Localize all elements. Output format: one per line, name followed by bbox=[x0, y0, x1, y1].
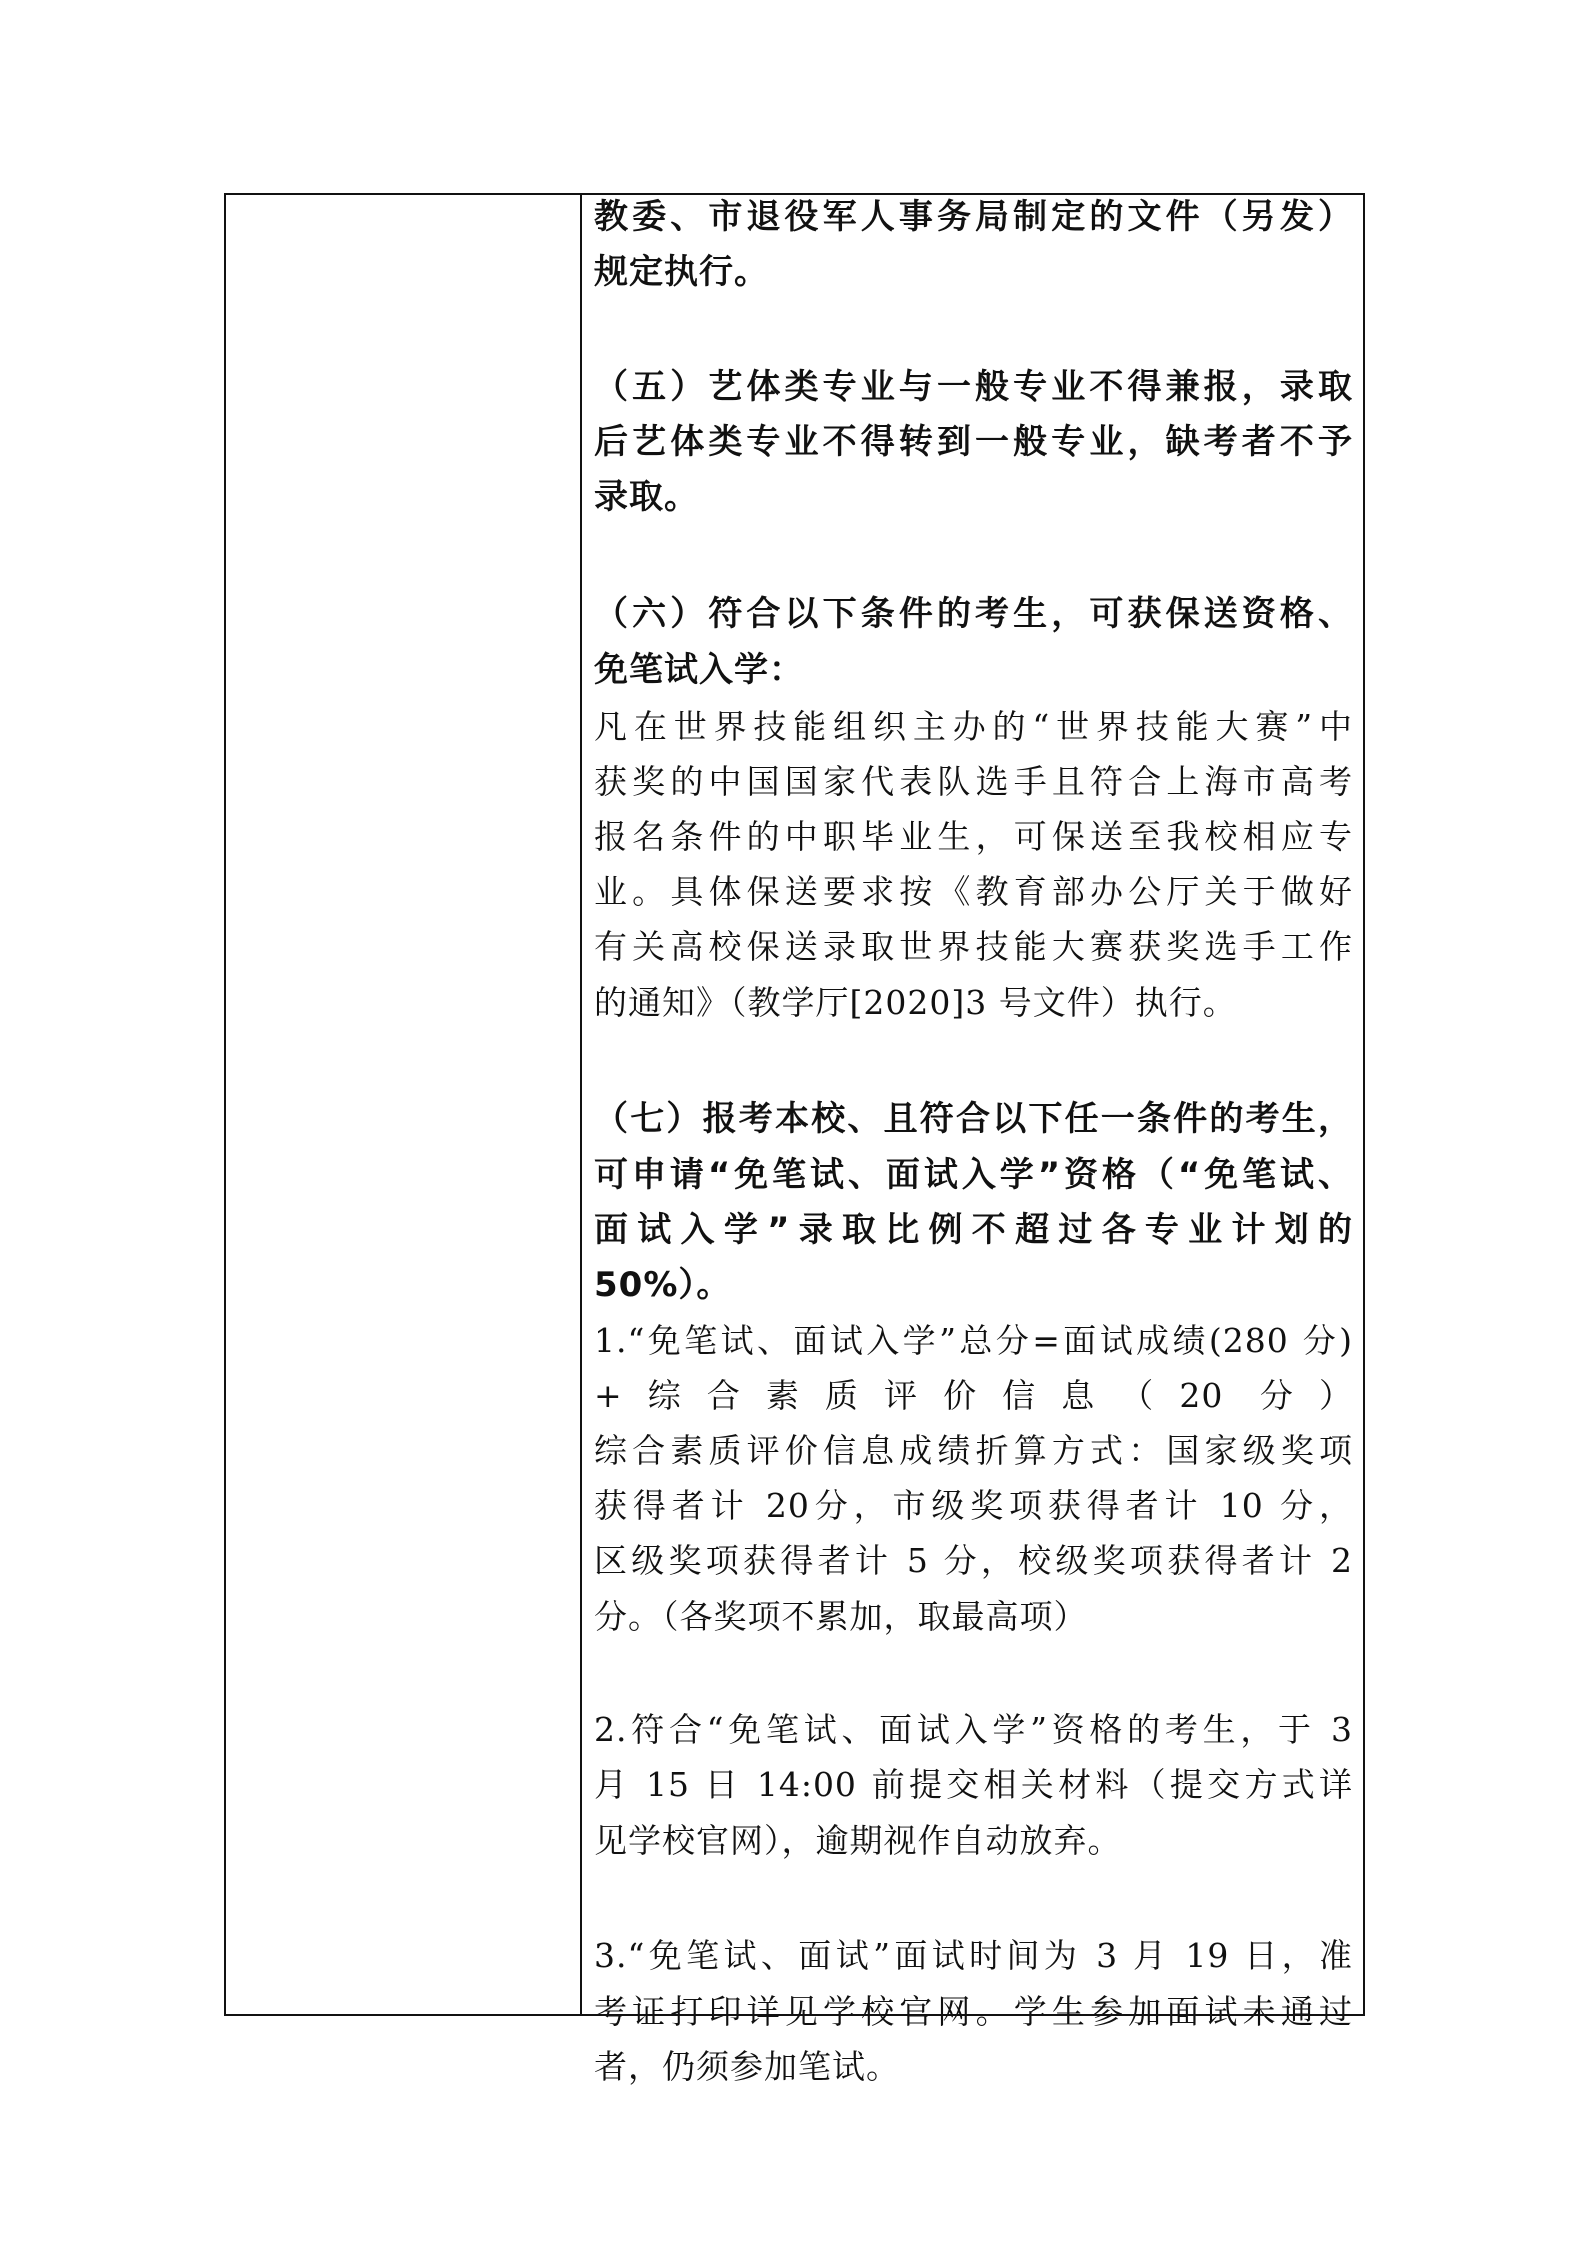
paragraph-6-line-6: 分。（各奖项不累加，取最高项） bbox=[594, 1597, 1088, 1636]
paragraph-4-line-1: 凡在世界技能组织主办的“世界技能大赛”中 bbox=[594, 707, 1353, 746]
table-right-cell bbox=[582, 195, 1363, 2086]
paragraph-3-line-1: （六）符合以下条件的考生，可获保送资格、 bbox=[594, 594, 1353, 634]
paragraph-4-line-2: 获奖的中国国家代表队选手且符合上海市高考 bbox=[594, 762, 1353, 801]
paragraph-5-line-4: 50%）。 bbox=[594, 1265, 732, 1305]
paragraph-8-line-2: 考证打印详见学校官网。学生参加面试未通过 bbox=[594, 1992, 1353, 2031]
paragraph-2-line-2: 后艺体类专业不得转到一般专业，缺考者不予 bbox=[594, 422, 1353, 462]
paragraph-4-line-3: 报名条件的中职毕业生，可保送至我校相应专 bbox=[594, 817, 1353, 856]
paragraph-2-line-1: （五）艺体类专业与一般专业不得兼报，录取 bbox=[594, 367, 1353, 407]
paragraph-6-line-1: 1.“免笔试、面试入学”总分=面试成绩(280 分) bbox=[594, 1321, 1353, 1360]
paragraph-7-line-1: 2.符合“免笔试、面试入学”资格的考生，于 3 bbox=[594, 1710, 1353, 1749]
paragraph-7-line-3: 见学校官网），逾期视作自动放弃。 bbox=[594, 1821, 1122, 1860]
paragraph-7-line-2: 月 15 日 14:00 前提交相关材料（提交方式详 bbox=[594, 1765, 1353, 1804]
document-table bbox=[224, 193, 1365, 2086]
paragraph-6-line-5: 区级奖项获得者计 5 分，校级奖项获得者计 2 bbox=[594, 1541, 1353, 1580]
paragraph-3-line-2: 免笔试入学： bbox=[594, 650, 804, 690]
paragraph-6-line-2: +综合素质评价信息（20 分） bbox=[594, 1376, 1353, 1415]
paragraph-6-line-4: 获得者计 20分，市级奖项获得者计 10 分， bbox=[594, 1486, 1353, 1525]
paragraph-5-line-3: 面试入学”录取比例不超过各专业计划的 bbox=[594, 1210, 1353, 1250]
paragraph-4-line-4: 业。具体保送要求按《教育部办公厅关于做好 bbox=[594, 872, 1353, 911]
paragraph-8-line-1: 3.“免笔试、面试”面试时间为 3 月 19 日，准 bbox=[594, 1936, 1353, 1975]
paragraph-2-line-3: 录取。 bbox=[594, 477, 699, 517]
paragraph-6-line-3: 综合素质评价信息成绩折算方式：国家级奖项 bbox=[594, 1431, 1353, 1470]
paragraph-4-line-5: 有关高校保送录取世界技能大赛获奖选手工作 bbox=[594, 927, 1353, 966]
paragraph-1-line-1: 教委、市退役军人事务局制定的文件（另发） bbox=[594, 197, 1353, 237]
paragraph-1-line-2: 规定执行。 bbox=[594, 252, 769, 292]
paragraph-5-line-2: 可申请“免笔试、面试入学”资格（“免笔试、 bbox=[594, 1155, 1353, 1195]
paragraph-4-line-6: 的通知》（教学厅[2020]3 号文件）执行。 bbox=[594, 983, 1237, 1022]
table-left-cell bbox=[226, 195, 582, 2014]
paragraph-5-line-1: （七）报考本校、且符合以下任一条件的考生， bbox=[594, 1099, 1353, 1139]
paragraph-8-line-3: 者，仍须参加笔试。 bbox=[594, 2047, 900, 2086]
